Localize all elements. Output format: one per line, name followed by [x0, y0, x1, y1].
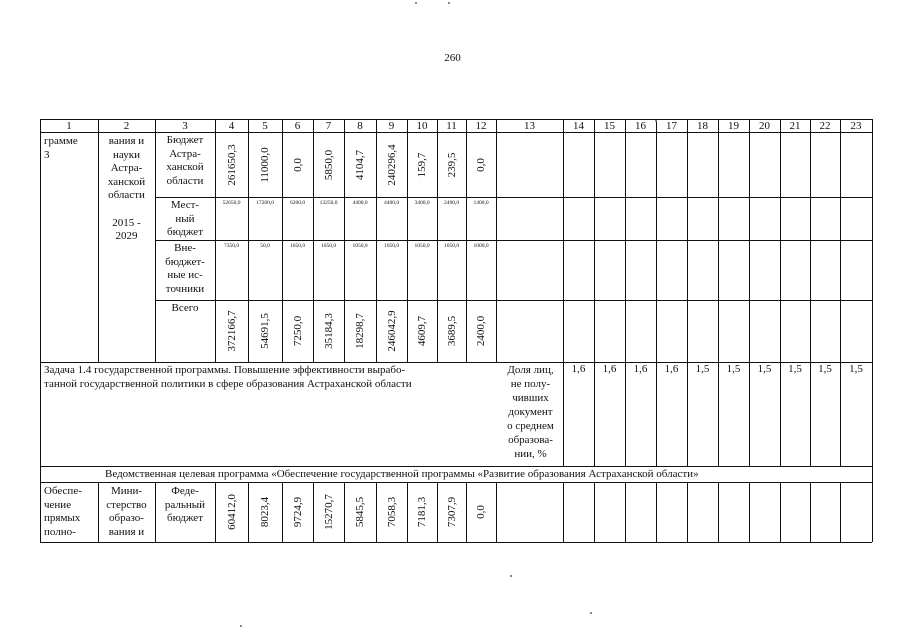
value-cell: 1050,0 [443, 243, 460, 249]
indicator-value: 1,5 [818, 363, 832, 375]
header-number: 10 [416, 120, 428, 132]
value-cell: 0,0 [475, 505, 487, 519]
funding-source: ный [175, 212, 195, 225]
program-title: Ведомственная целевая программа «Обеспечение государственной программы «Развитие образования Астраханской области» [105, 468, 699, 480]
row-line-3 [155, 300, 872, 301]
value-cell: 7307,9 [445, 496, 458, 528]
funding-source: бюджет [167, 512, 203, 525]
indicator-value: 1,6 [602, 363, 617, 375]
executor-text: области [108, 189, 145, 202]
funding-source: ные ис- [167, 269, 203, 282]
activity-text: чение [44, 498, 72, 511]
scan-speck [240, 625, 242, 627]
scan-speck [510, 575, 512, 577]
value-cell: 15270,7 [322, 494, 335, 530]
column-line [687, 482, 688, 542]
page-number: 260 [444, 52, 461, 64]
table-border-side [40, 119, 41, 542]
header-number: 23 [850, 120, 862, 132]
header-number: 5 [262, 120, 268, 132]
indicator-text: чивших [512, 392, 549, 404]
column-line [407, 119, 408, 362]
indicator-text: документ [508, 406, 553, 418]
row-line-2 [155, 240, 872, 241]
funding-source: Мест- [170, 199, 200, 211]
value-cell: 2400,0 [475, 315, 487, 347]
value-cell: 4104,7 [354, 149, 366, 180]
funding-source: бюджет- [165, 255, 205, 268]
header-number: 12 [475, 120, 487, 132]
column-line [376, 119, 377, 362]
value-cell: 4609,7 [416, 315, 428, 347]
column-line [215, 482, 216, 542]
indicator-text: Доля лиц, [507, 364, 554, 376]
value-cell: 7250,0 [291, 315, 304, 347]
header-number: 3 [182, 120, 188, 132]
value-cell: 7350,0 [223, 243, 240, 249]
value-cell: 1050,0 [383, 243, 400, 249]
executor-text: ханской [107, 175, 146, 188]
task-bottom-line [40, 466, 872, 467]
executor-text: образо- [109, 512, 144, 525]
value-cell: 1000,0 [473, 243, 489, 249]
indicator-text: образова- [508, 434, 553, 446]
header-number: 11 [446, 120, 457, 132]
column-line [810, 482, 811, 542]
column-line [840, 119, 841, 466]
column-line [282, 119, 283, 362]
value-cell: 240296,4 [385, 143, 398, 186]
activity-text: полно- [44, 525, 76, 538]
header-number: 22 [819, 120, 831, 132]
value-cell: 372166,7 [225, 310, 238, 352]
column-line [780, 482, 781, 542]
column-line [407, 482, 408, 542]
indicator-value: 1,5 [757, 363, 772, 375]
column-line [563, 482, 564, 542]
activity-text: Обеспе- [44, 485, 82, 497]
task-text: танной государственной политики в сфере образования Астраханской области [44, 378, 412, 390]
indicator-text: нии, % [514, 448, 547, 460]
column-line [344, 119, 345, 362]
header-number: 9 [388, 120, 395, 132]
column-line [656, 482, 657, 542]
indicator-value: 1,5 [726, 363, 741, 375]
column-line [437, 119, 438, 362]
column-line [496, 119, 497, 362]
scan-speck [448, 2, 450, 4]
header-number: 15 [604, 120, 615, 132]
column-line [248, 119, 249, 362]
indicator-value: 1,5 [788, 363, 802, 375]
value-cell: 1050,0 [320, 243, 337, 249]
table-border-side [872, 119, 873, 542]
indicator-value: 1,6 [633, 363, 648, 375]
value-cell: 1050,0 [352, 243, 368, 249]
scan-speck [590, 612, 592, 614]
header-number: 19 [728, 120, 739, 132]
column-line [594, 119, 595, 466]
row-line-1 [155, 197, 872, 198]
program-bottom-line [40, 482, 872, 483]
value-cell: 2400,0 [443, 200, 460, 206]
header-number: 20 [759, 120, 770, 132]
value-cell: 159,7 [416, 152, 428, 177]
executor-text: стерство [106, 498, 147, 511]
column-line [749, 482, 750, 542]
value-cell: 54691,5 [259, 313, 271, 349]
funding-source: Всего [171, 302, 199, 314]
indicator-value: 1,6 [571, 363, 586, 375]
funding-source: Астра- [169, 147, 201, 160]
column-line [810, 119, 811, 466]
value-cell: 239,5 [445, 152, 458, 177]
column-line [282, 482, 283, 542]
header-number: 16 [635, 120, 646, 132]
value-cell: 0,0 [291, 157, 304, 172]
column-line [718, 482, 719, 542]
funding-source: точники [165, 282, 205, 295]
value-cell: 6200,0 [289, 200, 306, 206]
column-line [313, 482, 314, 542]
value-cell: 7058,3 [385, 496, 398, 528]
funding-source: области [166, 174, 204, 187]
value-cell: 5850,0 [322, 149, 335, 180]
header-number: 7 [325, 120, 332, 132]
header-number: 8 [357, 120, 363, 132]
column-line [656, 119, 657, 466]
value-cell: 4400,0 [383, 200, 400, 206]
value-cell: 1050,0 [289, 243, 306, 249]
column-line [563, 119, 564, 466]
executor-text: Мини- [110, 485, 143, 497]
column-line [466, 482, 467, 542]
column-line [437, 482, 438, 542]
funding-source: бюджет [167, 226, 203, 239]
indicator-value: 1,5 [849, 363, 863, 375]
header-number: 1 [66, 120, 72, 132]
value-cell: 18298,7 [354, 313, 366, 349]
column-line [594, 482, 595, 542]
header-number: 18 [697, 120, 708, 132]
value-cell: 246042,9 [385, 310, 398, 352]
column-line [625, 119, 626, 466]
header-number: 21 [789, 120, 801, 132]
funding-source: Феде- [171, 485, 199, 497]
header-number: 14 [573, 120, 584, 132]
header-bottom-line [40, 132, 872, 133]
table-border-bottom [40, 542, 872, 543]
value-cell: 50,0 [260, 243, 270, 249]
indicator-value: 1,5 [695, 363, 710, 375]
value-cell: 7181,3 [416, 496, 428, 528]
column-line [376, 482, 377, 542]
scan-speck [415, 2, 417, 4]
value-cell: 8023,4 [259, 496, 271, 528]
value-cell: 5845,5 [354, 496, 366, 528]
column-line [313, 119, 314, 362]
value-cell: 0,0 [475, 157, 487, 172]
task-text: Задача 1.4 государственной программы. Повышение эффективности вырабо- [44, 364, 406, 376]
executor-text: вания и [108, 135, 145, 147]
value-cell: 13250,0 [319, 200, 338, 206]
header-number: 17 [666, 120, 677, 132]
column-line [840, 482, 841, 542]
header-number: 13 [524, 120, 535, 132]
column-line [496, 482, 497, 542]
funding-source: Вне- [174, 242, 196, 254]
funding-source: ральный [164, 498, 206, 511]
column-line [344, 482, 345, 542]
value-cell: 1400,0 [473, 200, 489, 206]
funding-source: Бюджет [166, 134, 204, 146]
executor-text: 2015 - [112, 216, 141, 229]
indicator-text: не полу- [510, 378, 551, 390]
executor-text: 2029 [115, 230, 138, 243]
value-cell: 60412,0 [225, 494, 238, 530]
column-line [687, 119, 688, 466]
row-label-program: грамме 3 [44, 135, 78, 161]
column-line [718, 119, 719, 466]
value-cell: 11000,0 [259, 146, 271, 183]
column-line [466, 119, 467, 362]
header-number: 2 [123, 120, 130, 132]
value-cell: 261650,3 [225, 143, 238, 186]
value-cell: 35184,3 [322, 313, 335, 349]
executor-text: вания и [108, 525, 145, 538]
scan-speck [655, 120, 657, 122]
value-cell: 4400,0 [352, 200, 368, 206]
value-cell: 9724,9 [291, 496, 304, 528]
column-line [215, 119, 216, 362]
column-line [625, 482, 626, 542]
value-cell: 17200,0 [256, 200, 274, 206]
indicator-text: о среднем [507, 420, 554, 432]
indicator-value: 1,6 [664, 363, 679, 375]
executor-text: науки [113, 148, 140, 161]
value-cell: 52650,0 [222, 200, 241, 206]
value-cell: 1050,0 [414, 243, 430, 249]
column-line [780, 119, 781, 466]
executor-text: Астра- [110, 162, 143, 175]
funding-source: ханской [166, 161, 204, 174]
header-number: 4 [228, 120, 235, 132]
header-number: 6 [294, 120, 301, 132]
column-line [749, 119, 750, 466]
value-cell: 3689,5 [445, 315, 458, 347]
value-cell: 3400,0 [414, 200, 430, 206]
column-line [248, 482, 249, 542]
activity-text: прямых [44, 512, 81, 525]
